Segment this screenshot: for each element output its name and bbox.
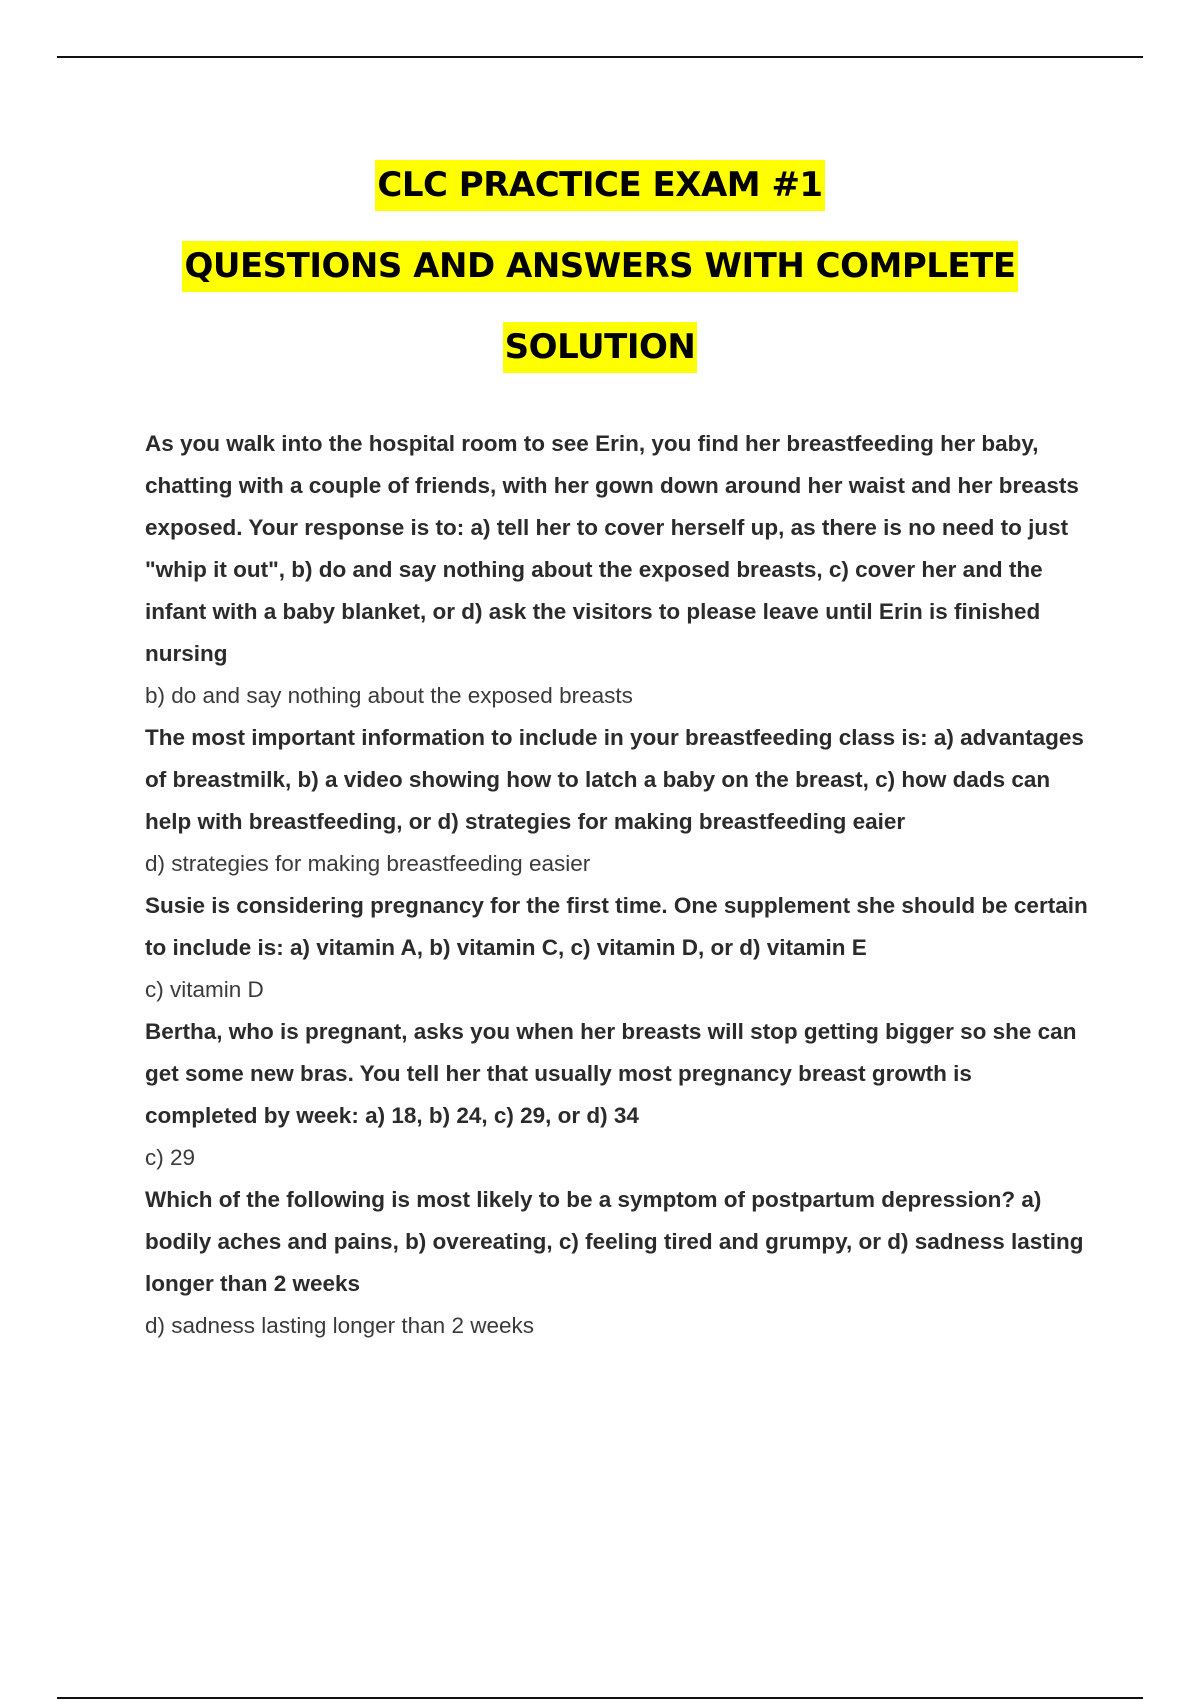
answer-2: d) strategies for making breastfeeding easier — [145, 851, 591, 876]
title-line-2 — [0, 226, 1200, 307]
document-title — [0, 145, 1200, 388]
question-3: Susie is considering pregnancy for the first time. One supplement she should be certain to include is: a) vitamin A, b) vitamin C, c) vitamin D, or d) vitamin E — [145, 893, 1088, 960]
answer-1: b) do and say nothing about the exposed breasts — [145, 683, 633, 708]
title-text-2: QUESTIONS AND ANSWERS WITH COMPLETE — [182, 241, 1017, 292]
top-divider — [57, 56, 1143, 58]
question-2: The most important information to include in your breastfeeding class is: a) advantages of breastmilk, b) a video showing how to latch a baby on the breast, c) how dads can help with breastfeeding, or d) strategies for making breastfeeding eaier — [145, 725, 1084, 834]
answer-5: d) sadness lasting longer than 2 weeks — [145, 1313, 534, 1338]
question-4: Bertha, who is pregnant, asks you when her breasts will stop getting bigger so she can get some new bras. You tell her that usually most pregnancy breast growth is completed by week: a) 18, b) 24, c) 29, or d) 34 — [145, 1019, 1077, 1128]
title-text-1: CLC PRACTICE EXAM #1 — [375, 160, 824, 211]
title-line-1 — [0, 145, 1200, 226]
title-line-3 — [0, 307, 1200, 388]
qa-list — [145, 423, 1090, 1347]
question-5: Which of the following is most likely to be a symptom of postpartum depression? a) bodily aches and pains, b) overeating, c) feeling tired and grumpy, or d) sadness lasting longer than 2 weeks — [145, 1187, 1084, 1296]
bottom-divider — [57, 1697, 1143, 1699]
answer-4: c) 29 — [145, 1145, 196, 1170]
question-1: As you walk into the hospital room to see Erin, you find her breastfeeding her baby, chatting with a couple of friends, with her gown down around her waist and her breasts exposed. Your response is to: a) tell her to cover herself up, as there is no need to just "whip it out", b) do and say nothing about the exposed breasts, c) cover her and the infant with a baby blanket, or d) ask the visitors to please leave until Erin is finished nursing — [145, 431, 1079, 666]
title-text-3: SOLUTION — [503, 322, 698, 373]
answer-3: c) vitamin D — [145, 977, 264, 1002]
